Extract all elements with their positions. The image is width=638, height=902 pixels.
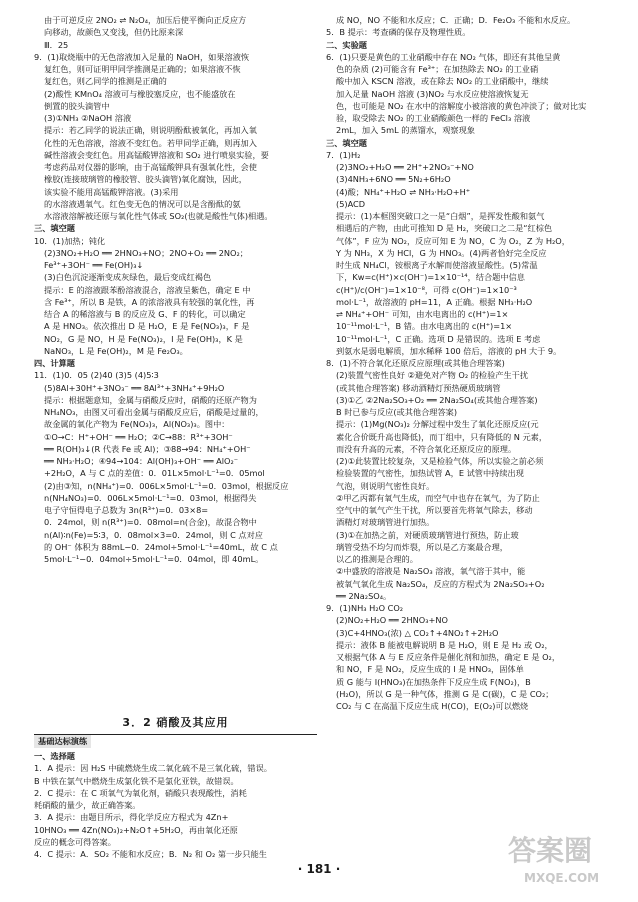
text-line: 和 NO，F 是 NO₂，反应生成的 I 是 HNO₃，固体单 bbox=[336, 664, 524, 675]
text-line: 反应的概念可得答案。 bbox=[34, 836, 116, 847]
text-line: (2)NO₂+H₂O ══ 2HNO₃+NO bbox=[336, 615, 448, 626]
text-line: 电子守恒得电子总数为 3n(R³⁺)=0．03×8= bbox=[44, 505, 209, 515]
text-line: 提示：若乙同学的说法正确，则说明酚酞被氧化，再加入氧 bbox=[44, 125, 257, 136]
text-line: 验，取受除去 NO₂ 的工业硝酸颜色一样的 FeCl₃ 溶液 bbox=[336, 113, 531, 123]
text-line: n(Al)∶n(Fe)=5∶3，0．08mol×3=0．24mol，则 C 点对应 bbox=[44, 529, 263, 540]
text-line: 到氨水是弱电解质，加水稀释 100 倍后，溶液的 pH 大于 9。 bbox=[336, 345, 562, 356]
text-line: ②甲乙丙都有氧气生成，而空气中也存在氧气，为了防止 bbox=[336, 492, 540, 503]
text-line: 1．A 提示：因 H₂S 中硫燃烧生成二氧化硫不是三氧化硫，错误。 bbox=[34, 763, 272, 774]
text-line: 空气中的氧气产生干扰，所以要首先将氧气除去，移动 bbox=[336, 505, 533, 515]
text-line: ══ 2Na₂SO₄。 bbox=[336, 590, 392, 601]
text-line: 而没有升高的元素，不符合氧化还原反应的原理。 bbox=[336, 443, 517, 454]
text-line: 8．(1)不符合氧化还原反应原理(或其他合理答案) bbox=[326, 358, 505, 368]
text-line: 11．(1)0．05 (2)40 (3)5 (4)5∶3 bbox=[34, 370, 159, 381]
text-line: 提示：根据题意知，金属与硝酸反应时，硝酸的还原产物为 bbox=[44, 394, 257, 405]
text-line: 的水溶液遇氧气。红色变无色的情况可以是含酚酞的氨 bbox=[44, 198, 241, 209]
text-line: 向移动，故颜色又变浅，但仍比原来深 bbox=[44, 27, 184, 38]
text-line: 提示：(1)本框图突破口之一是“白烟”，是挥发性酸和氨气 bbox=[336, 211, 545, 221]
section-heading: 一、选择题 bbox=[34, 751, 75, 761]
text-line: 结合 A 的稀溶液与 B 的反应及 G、F 的转化，可以确定 bbox=[44, 309, 246, 319]
text-line: 提示：E 的溶液跟苯酚溶液混合，溶液呈紫色，确定 E 中 bbox=[44, 284, 251, 295]
text-line: 色，也可能是 NO₂ 在水中的溶解度小被溶液的黄色冲淡了；做对比实 bbox=[336, 100, 587, 111]
page-number: · 181 · bbox=[297, 862, 341, 876]
text-line: 10HNO₃ ══ 4Zn(NO₃)₂+N₂O↑+5H₂O，再由氧化还原 bbox=[34, 824, 238, 835]
text-line: (H₂O)，所以 G 是一种气体，推测 G 是 C(碳)，C 是 CO₂； bbox=[336, 688, 554, 699]
text-line: n(NH₄NO₃)=0．006L×5mol·L⁻¹=0．03mol，根据得失 bbox=[44, 492, 257, 503]
text-line: 耗硝酸的量少，故正确答案。 bbox=[34, 800, 141, 810]
text-line: ══ NH₃·H₂O；④94→104：Al(OH)₃+OH⁻ ══ AlO₂⁻ bbox=[44, 456, 239, 466]
text-line: 6．(1)只要是黄色的工业硝酸中存在 NO₂ 气体，即还有其他呈黄 bbox=[326, 51, 561, 62]
text-line: Y 为 NH₃，X 为 HCl，G 为 HNO₃。(4)两者恰好完全反应 bbox=[336, 247, 547, 258]
text-line: 10⁻¹¹mol·L⁻¹，C 正确。选项 D 是错误的。选项 E 考虑 bbox=[336, 333, 541, 344]
text-line: CO₂ 与 C 在高温下反应生成 H(CO)，E(O₂)可以燃烧 bbox=[336, 701, 529, 711]
section-heading: 三、填空题 bbox=[34, 223, 75, 234]
text-line: 成 NO，NO 不能和水反应；C．正确；D．Fe₂O₃ 不能和水反应。 bbox=[336, 15, 576, 25]
text-line: 气体”，F 应为 NO₂，反应可知 E 为 NO，C 为 O₂，Z 为 H₂O， bbox=[336, 235, 570, 246]
text-line: 时生成 NH₄Cl，铵根离子水解而使溶液显酸性。(5)常温 bbox=[336, 260, 538, 270]
text-line: +2H₂O，A 与 C 点的差值：0．01L×5mol·L⁻¹=0．05mol bbox=[44, 468, 265, 479]
text-line: 的 OH⁻ 体积为 88mL−0．24mol÷5mol·L⁻¹=40mL，故 C 点 bbox=[44, 541, 278, 552]
section-title: 3．2 硝酸及其应用 bbox=[34, 714, 317, 735]
text-line: 复红色，则可证明甲同学推测是正确的；如果溶液不恢 bbox=[44, 64, 241, 74]
text-line: 水溶液溶解被还原与氧化性气体或 SO₂(也就是酸性气体)相遇。 bbox=[44, 211, 273, 221]
text-line: 被氧气氧化生成 Na₂SO₄，反应的方程式为 2Na₂SO₃+O₂ bbox=[336, 578, 545, 589]
text-line: 10．(1)加热；钝化 bbox=[34, 235, 106, 246]
watermark-logo bbox=[502, 826, 630, 892]
text-line: (2)由③知，n(NH₄⁺)=0．006L×5mol·L⁻¹=0．03mol，根据反应 bbox=[44, 480, 289, 491]
text-line: (3)白色沉淀逐渐变成灰绿色，最后变成红褐色 bbox=[44, 272, 212, 283]
text-line: c(H⁺)/c(OH⁻)=1×10⁻⁸，可得 c(OH⁻)=1×10⁻³ bbox=[336, 284, 517, 295]
right-column bbox=[326, 14, 610, 712]
text-line: 橡胶(连接玻璃管的橡胶管、胶头滴管)氧化腐蚀，因此， bbox=[44, 174, 247, 185]
text-line: (2)3NO₂+H₂O ══ 2HNO₃+NO；2NO+O₂ ══ 2NO₂； bbox=[44, 247, 248, 258]
text-line: Ⅲ．25 bbox=[44, 39, 69, 50]
text-line: 酒精灯对玻璃管进行加热。 bbox=[336, 517, 435, 528]
text-line: 碱性溶液会变红色。用高锰酸钾溶液和 SO₂ 进行喷泉实验，要 bbox=[44, 149, 269, 160]
text-line: 气泡，则说明气密性良好。 bbox=[336, 480, 435, 491]
text-line: 10⁻¹¹mol·L⁻¹，B 错。由水电离出的 c(H⁺)=1× bbox=[336, 321, 513, 332]
text-line: (2)①此装置比较复杂，又是检验气体，所以实验之前必须 bbox=[336, 456, 544, 466]
watermark-text: 答案圈 bbox=[508, 834, 593, 867]
text-line: 复红色，则乙同学的推测是正确的 bbox=[44, 76, 167, 87]
text-line: ⇌ NH₄⁺+OH⁻ 可知，由水电离出的 c(H⁺)=1× bbox=[336, 309, 509, 319]
text-line: 0．24mol，则 n(R³⁺)=0．08mol=n(合金)，故混合物中 bbox=[44, 517, 257, 528]
sub-title: 基础达标演练 bbox=[34, 735, 91, 748]
text-line: 3．A 提示：由题目所示，得化学反应方程式为 4Zn+ bbox=[34, 812, 229, 823]
text-line: 2．C 提示：在 C 项氧气为氧化剂，硝酸只表现酸性，消耗 bbox=[34, 787, 247, 798]
text-line: 酸中加入 KSCN 溶液，或在除去 NO₂ 的工业硝酸中，继续 bbox=[336, 76, 549, 87]
text-line: ①O→C：H⁺+OH⁻ ══ H₂O；②C→88：R³⁺+3OH⁻ bbox=[44, 431, 233, 442]
text-line: 检验装置的气密性，加热试管 A，E 试管中持续出现 bbox=[336, 468, 524, 479]
text-line: 色的杂质 (2)可能含有 Fe³⁺；在加热除去 NO₂ 的工业硝 bbox=[336, 64, 539, 74]
text-line: 9．(1)NH₃ H₂O CO₂ bbox=[326, 603, 404, 613]
text-line: 提示：液体 B 能被电解说明 B 是 H₂O，则 E 是 H₂ 或 O₂， bbox=[336, 639, 553, 650]
text-line: 5．B 提示：考查磷的保存及物理性质。 bbox=[326, 27, 471, 38]
text-line: 又根据气体 A 与 E 反应条件是催化剂和加热，确定 E 是 O₂， bbox=[336, 652, 561, 662]
text-line: 加入足量 NaOH 溶液 (3)NO₂ 与水反应使溶液恢复无 bbox=[336, 88, 529, 99]
section-heading: 二、实验题 bbox=[326, 39, 367, 50]
text-line: (3)①NH₃ ②NaOH 溶液 bbox=[44, 113, 132, 123]
left-lower-column bbox=[34, 750, 317, 860]
text-line: 相遇后的产物，由此可推知 D 是 H₂，突破口之二是“红棕色 bbox=[336, 223, 553, 234]
text-line: 故金属的氧化产物为 Fe(NO₃)₃，Al(NO₃)₃。图中： bbox=[44, 419, 230, 430]
text-line: 9．(1)取烧瓶中的无色溶液加入足量的 NaOH，如果溶液恢 bbox=[34, 51, 250, 62]
text-line: (3)①乙 ②2Na₂SO₃+O₂ ══ 2Na₂SO₄(或其他合理答案) bbox=[336, 394, 538, 405]
text-line: NO₂，G 是 NO，H 是 Fe(NO₃)₂，I 是 Fe(OH)₃，K 是 bbox=[44, 333, 243, 344]
text-line: (4)酸；NH₄⁺+H₂O ⇌ NH₃·H₂O+H⁺ bbox=[336, 186, 471, 197]
text-line: B 中铁在氯气中燃烧生成氯化铁不是氯化亚铁，故错误。 bbox=[34, 775, 239, 786]
text-line: 化性的无色溶液，溶液不变红色。若甲同学正确，则再加入 bbox=[44, 137, 257, 148]
text-line: ②中盛放的溶液是 Na₂SO₃ 溶液，氧气溶于其中，能 bbox=[336, 566, 526, 577]
watermark-url: MXQE.COM bbox=[524, 871, 600, 885]
text-line: 倒置的胶头滴管中 bbox=[44, 100, 110, 111]
text-line: 璃管受热不均匀而炸裂，所以是乙方案最合理， bbox=[336, 541, 508, 552]
text-line: 该实验不能用高锰酸钾溶液。(3)采用 bbox=[44, 186, 179, 197]
text-line: (3)C+4HNO₃(浓) △ CO₂↑+4NO₂↑+2H₂O bbox=[336, 627, 499, 638]
text-line: 素化合价既升高也降低)，而丁组中，只有降低的 N 元素， bbox=[336, 431, 548, 442]
text-line: 5mol·L⁻¹−0．04mol÷5mol·L⁻¹=0．04mol，即 40mL。 bbox=[44, 554, 264, 564]
text-line: NH₄NO₃，由图又可看出金属与硝酸反应后，硝酸是过量的， bbox=[44, 407, 264, 417]
text-line: B 时已参与反应(或其他合理答案) bbox=[336, 407, 458, 417]
text-line: 由于可逆反应 2NO₂ ⇌ N₂O₄，加压后使平衡向正反应方 bbox=[44, 15, 247, 25]
text-line: (3)①在加热之前，对硬质玻璃管进行预热，防止玻 bbox=[336, 529, 519, 540]
section-heading: 四、计算题 bbox=[34, 358, 75, 368]
text-line: (5)8Al+30H⁺+3NO₃⁻ ══ 8Al³⁺+3NH₄⁺+9H₂O bbox=[44, 382, 225, 393]
text-line: 4．C 提示：A．SO₂ 不能和水反应；B．N₂ 和 O₂ 第一步只能生 bbox=[34, 849, 267, 859]
text-line: 考虑药品对仪器的影响，由于高锰酸钾具有强氧化性，会使 bbox=[44, 162, 257, 172]
text-line: 含 Fe³⁺，所以 B 是铁，A 的浓溶液具有较强的氧化性，再 bbox=[44, 296, 255, 307]
left-column bbox=[34, 14, 317, 565]
text-line: (2)酸性 KMnO₄ 溶液可与橡胶塞反应，也不能盛放在 bbox=[44, 88, 236, 99]
text-line: 2mL，加入 5mL 的蒸馏水，观察现象 bbox=[336, 125, 475, 136]
section-heading: 三、填空题 bbox=[326, 137, 367, 148]
text-line: 下，Kw=c(H⁺)×c(OH⁻)=1×10⁻¹⁴，结合题中信息 bbox=[336, 272, 525, 283]
text-line: Fe³⁺+3OH⁻ ══ Fe(OH)₃↓ bbox=[44, 260, 144, 270]
text-line: (2)3NO₂+H₂O ══ 2H⁺+2NO₃⁻+NO bbox=[336, 162, 474, 172]
text-line: (2)装置气密性良好 ②避免对产物 O₂ 的检验产生干扰 bbox=[336, 370, 529, 381]
text-line: ══ R(OH)₃↓(R 代表 Fe 或 Al)；③88→94：NH₄⁺+OH⁻ bbox=[44, 443, 251, 454]
text-line: mol·L⁻¹，故溶液的 pH=11，A 正确。根据 NH₃·H₂O bbox=[336, 296, 533, 307]
text-line: 7．(1)H₂ bbox=[326, 149, 361, 160]
text-line: A 是 HNO₃。依次推出 D 是 H₂O，E 是 Fe(NO₃)₃，F 是 bbox=[44, 321, 250, 332]
text-line: (或其他合理答案) 移动酒精灯预热硬质玻璃管 bbox=[336, 382, 501, 393]
text-line: (3)4NH₃+6NO ══ 5N₂+6H₂O bbox=[336, 174, 451, 185]
text-line: (5)ACD bbox=[336, 198, 366, 209]
text-line: 质 G 能与 I(HNO₃)在加热条件下反应生成 F(NO₂)，B bbox=[336, 676, 531, 687]
text-line: NaNO₃，L 是 Fe(OH)₂，M 是 Fe₂O₃。 bbox=[44, 345, 188, 356]
text-line: 提示：(1)Mg(NO₃)₂ 分解过程中发生了氧化还原反应(元 bbox=[336, 419, 539, 430]
text-line: 以乙的推测是合理的。 bbox=[336, 554, 418, 564]
